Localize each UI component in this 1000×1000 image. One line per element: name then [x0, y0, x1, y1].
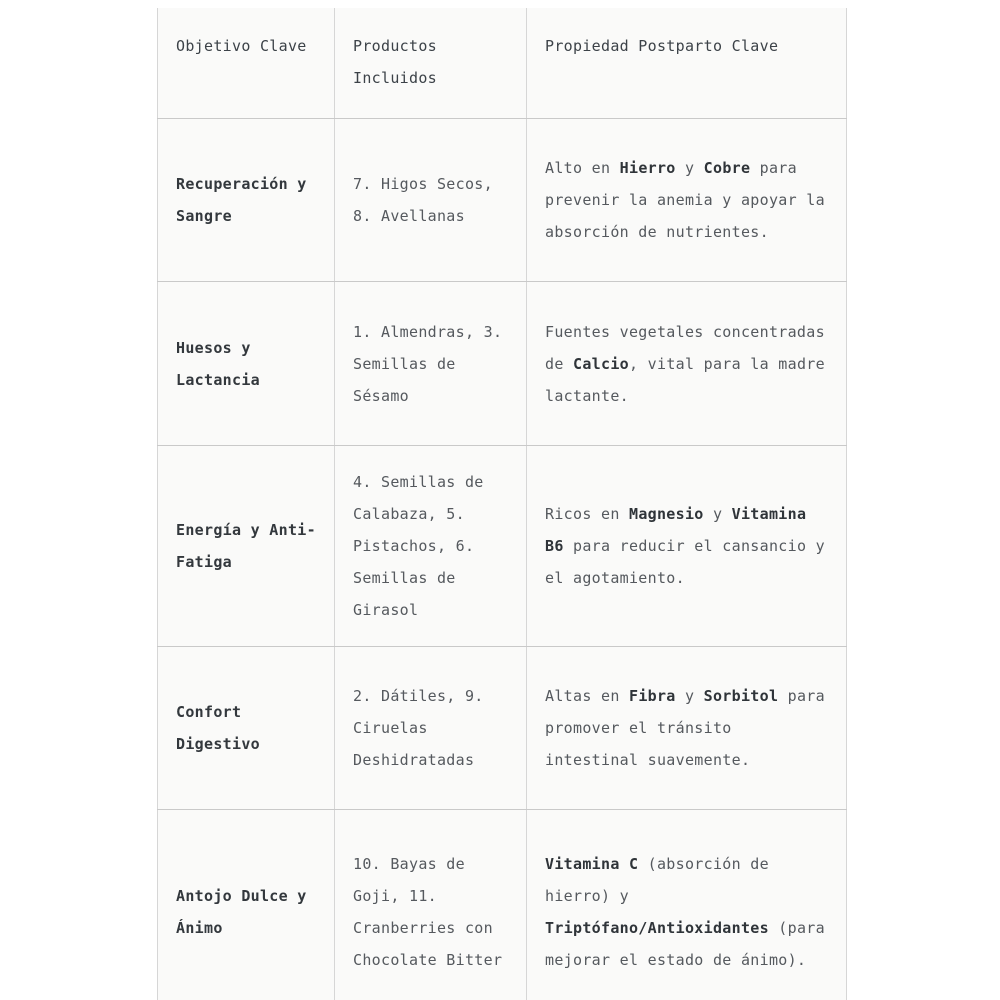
cell-objective: Antojo Dulce y Ánimo [158, 810, 335, 1000]
table-row [158, 282, 847, 446]
cell-objective: Energía y Anti-Fatiga [158, 446, 335, 647]
table-header-row [158, 8, 847, 119]
table-row [158, 810, 847, 1000]
column-header-objetivo-clave: Objetivo Clave [158, 8, 335, 119]
table-row [158, 119, 847, 282]
cell-property: Ricos en Magnesio y Vitamina B6 para reducir el cansancio y el agotamiento. [527, 446, 847, 647]
cell-products: 7. Higos Secos, 8. Avellanas [335, 119, 527, 282]
cell-property: Vitamina C (absorción de hierro) y Triptófano/Antioxidantes (para mejorar el estado de ánimo). [527, 810, 847, 1000]
cell-products: 1. Almendras, 3. Semillas de Sésamo [335, 282, 527, 446]
table-header [158, 8, 847, 119]
cell-property: Alto en Hierro y Cobre para prevenir la anemia y apoyar la absorción de nutrientes. [527, 119, 847, 282]
cell-products: 4. Semillas de Calabaza, 5. Pistachos, 6. Semillas de Girasol [335, 446, 527, 647]
table-row [158, 446, 847, 647]
table-body [158, 119, 847, 1000]
cell-property: Altas en Fibra y Sorbitol para promover el tránsito intestinal suavemente. [527, 647, 847, 810]
cell-products: 2. Dátiles, 9. Ciruelas Deshidratadas [335, 647, 527, 810]
cell-property: Fuentes vegetales concentradas de Calcio, vital para la madre lactante. [527, 282, 847, 446]
cell-objective: Confort Digestivo [158, 647, 335, 810]
column-header-propiedad-postparto-clave: Propiedad Postparto Clave [527, 8, 847, 119]
cell-objective: Recuperación y Sangre [158, 119, 335, 282]
cell-objective: Huesos y Lactancia [158, 282, 335, 446]
table-row [158, 647, 847, 810]
table-container [157, 8, 846, 1000]
nutrition-objectives-table [157, 8, 847, 1000]
cell-products: 10. Bayas de Goji, 11. Cranberries con Chocolate Bitter [335, 810, 527, 1000]
column-header-productos-incluidos: Productos Incluidos [335, 8, 527, 119]
